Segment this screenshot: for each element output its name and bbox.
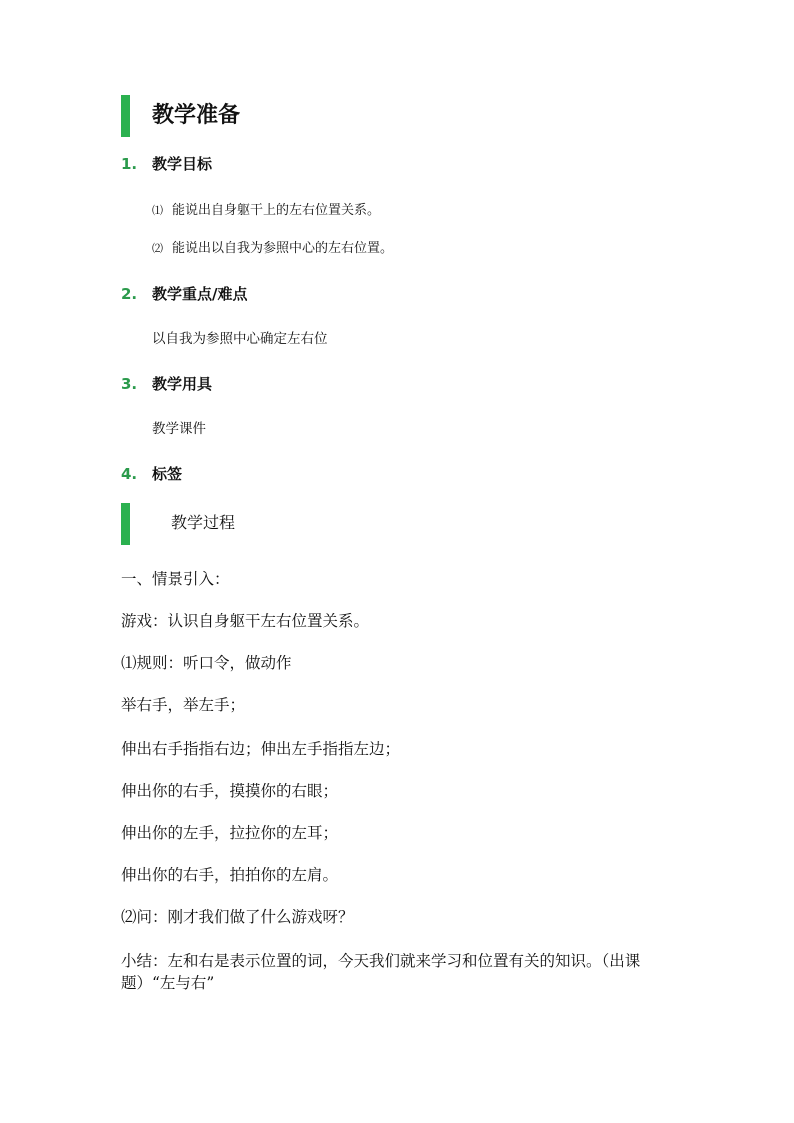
section-number: 3. xyxy=(121,375,138,393)
process-line: ⑴规则：听口令，做动作 xyxy=(121,654,292,672)
heading-teaching-process: 教学过程 xyxy=(171,513,236,532)
process-line: 举右手，举左手； xyxy=(121,696,246,714)
section-accent-bar xyxy=(121,95,130,137)
process-summary: 小结：左和右是表示位置的词，今天我们就来学习和位置有关的知识。（出课题）“左与右” xyxy=(121,952,641,992)
goal-item xyxy=(152,201,380,221)
section-number: 2. xyxy=(121,285,138,303)
goal-item xyxy=(152,239,393,259)
process-line: ⑵问：刚才我们做了什么游戏呀？ xyxy=(121,908,354,926)
process-line: 伸出你的右手，拍拍你的左肩。 xyxy=(121,866,339,884)
process-line: 伸出右手指指右边；伸出左手指指左边； xyxy=(121,740,401,758)
process-line: 伸出你的左手，拉拉你的左耳； xyxy=(121,824,339,842)
process-line: 伸出你的右手，摸摸你的右眼； xyxy=(121,782,339,800)
tools-text: 教学课件 xyxy=(152,421,206,437)
process-line: 游戏：认识自身躯干左右位置关系。 xyxy=(121,612,370,630)
goal-text: 能说出以自我为参照中心的左右位置。 xyxy=(172,241,394,256)
section-title-goals: 教学目标 xyxy=(152,155,213,173)
section-title-key-points: 教学重点/难点 xyxy=(152,285,248,303)
goal-marker: ⑵ xyxy=(152,242,163,255)
process-line: 一、情景引入： xyxy=(121,570,230,588)
goal-marker: ⑴ xyxy=(152,204,163,217)
goal-text: 能说出自身躯干上的左右位置关系。 xyxy=(172,203,381,218)
section-title-tools: 教学用具 xyxy=(152,375,213,393)
section-number: 1. xyxy=(121,155,138,173)
section-title-tags: 标签 xyxy=(152,465,183,483)
section-accent-bar xyxy=(121,503,130,545)
key-point-text: 以自我为参照中心确定左右位 xyxy=(152,331,328,347)
section-number: 4. xyxy=(121,465,138,483)
heading-teaching-prep: 教学准备 xyxy=(152,103,241,128)
